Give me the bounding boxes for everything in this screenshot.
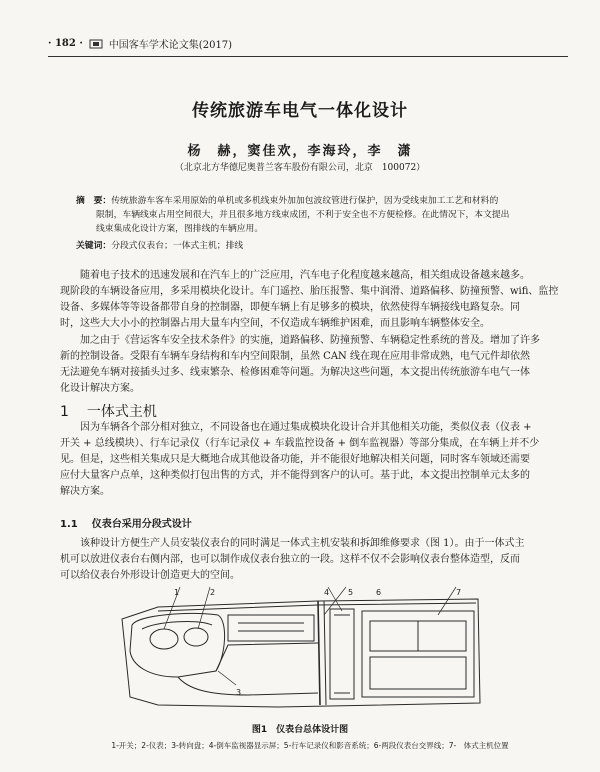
section-title: 一体式主机 bbox=[86, 404, 157, 420]
abstract-line: 传统旅游车客车采用原始的单机或多机线束外加加包波纹管进行保护，因为受线束加工工艺和材料的 bbox=[111, 196, 499, 206]
callout-label: 2 bbox=[210, 588, 216, 597]
text-line: 随着电子技术的迅速发展和在汽车上的广泛应用，汽车电子化程度越来越高，相关组成设备越来越多。 bbox=[60, 270, 530, 281]
journal-title: 中国客车学术论文集(2017) bbox=[108, 40, 233, 51]
subsection-title: 仪表台采用分段式设计 bbox=[91, 519, 192, 530]
callout-label: 4 bbox=[324, 588, 330, 597]
abstract bbox=[76, 194, 546, 236]
keywords-label: 关键词： bbox=[76, 241, 112, 251]
intro-paragraph-2 bbox=[60, 333, 558, 397]
dashboard-top-edge bbox=[158, 603, 476, 611]
text-line: 设备、多媒体等等设备都带自身的控制器，即便车辆上有足够多的模块，依然使得车辆接线电路复杂。同 bbox=[60, 302, 520, 313]
monitor-drawing bbox=[330, 609, 354, 699]
keywords-text: 分段式仪表台；一体式主机；排线 bbox=[111, 241, 244, 251]
text-line: 见。但是，这些相关集成只是大概地合成其他设备功能，并不能很好地解决相关问题，同时客车领域还需要 bbox=[60, 454, 530, 465]
text-line: 开关 + 总线模块）、行车记录仪（行车记录仪 + 车载监控设备 + 倒车监视器）等部分集成，在车辆上并不少 bbox=[60, 438, 540, 449]
section-heading-1 bbox=[60, 401, 157, 421]
paper-title: 传统旅游车电气一体化设计 bbox=[192, 101, 408, 121]
section-1-1-paragraph bbox=[60, 536, 558, 584]
gauge-drawing bbox=[150, 629, 178, 649]
steering-wheel-drawing bbox=[130, 613, 225, 677]
callout-label: 1 bbox=[174, 588, 180, 597]
gauge-drawing bbox=[184, 628, 208, 646]
segment-boundary-line bbox=[318, 601, 320, 705]
text-line: 该种设计方便生产人员安装仪表台的同时满足一体式主机安装和拆卸维修要求（图 1）。由于一体式主 bbox=[60, 538, 525, 549]
figure-legend: 1-开关；2-仪表；3-转向盘；4-倒车监视器显示屏；5-行车记录仪和影音系统；6-两段仪表台交界线；7- 体式主机位置 bbox=[111, 741, 509, 750]
page-number: · 182 · bbox=[48, 38, 83, 49]
section-heading-1-1 bbox=[60, 515, 192, 530]
text-line: 无法避免车辆对接插头过多、线束繁杂、检修困难等问题。为解决这些问题，本文提出传统旅游车电气一体 bbox=[60, 367, 530, 378]
callout-label: 7 bbox=[456, 588, 462, 597]
abstract-line: 线束集成化设计方案，图排线的车辆应用。 bbox=[96, 224, 264, 234]
text-line: 应付大量客户点单，这种类似打包出售的方式，并不能得到客户的认可。基于此，本文提出控制单元太多的 bbox=[60, 470, 530, 481]
section-1-paragraph bbox=[60, 420, 558, 500]
text-line: 化设计解决方案。 bbox=[60, 383, 140, 394]
keywords bbox=[76, 238, 546, 251]
abstract-line: 限制，车辆线束占用空间很大，并且很多地方线束成团，不利于安全也不方便检修。在此情况下，本文提出 bbox=[96, 210, 510, 220]
text-line: 现阶段的车辆设备应用，多采用模块化设计。车门遥控、胎压报警、集中润滑、道路偏移、防撞预警、wifi、监控 bbox=[60, 286, 558, 297]
running-header bbox=[48, 36, 568, 51]
text-line: 加之由于《营运客车安全技术条件》的实施，道路偏移、防撞预警、车辆稳定性系统的普及。增加了许多 bbox=[60, 335, 540, 346]
text-line: 解决方案。 bbox=[60, 486, 110, 497]
journal-logo-icon bbox=[89, 38, 103, 50]
intro-paragraph-1 bbox=[60, 268, 558, 332]
subsection-number: 1.1 bbox=[60, 519, 78, 530]
header-divider bbox=[48, 56, 568, 57]
text-line: 时，这些大大小小的控制器占用大量车内空间，不仅造成车辆维护困难，而且影响车辆整体安全。 bbox=[60, 318, 490, 329]
abstract-label: 摘 要： bbox=[76, 196, 112, 206]
callout-label: 6 bbox=[376, 588, 382, 597]
text-line: 机可以放进仪表台右侧内部，也可以制作成仪表台独立的一段。这样不仅不会影响仪表台整体造型，反而 bbox=[60, 554, 520, 565]
text-line: 新的控制设备。受限有车辆车身结构和车内空间限制，虽然 CAN 线在现在应用非常成熟，电气元件却依然 bbox=[60, 351, 530, 362]
paper-affiliation: （北京北方华德尼奥普兰客车股份有限公司，北京 100072） bbox=[174, 163, 426, 173]
text-line: 因为车辆各个部分相对独立，不同设备也在通过集成模块化设计合并其他相关功能，类似仪表（仪表 + bbox=[60, 422, 532, 433]
callout-label: 5 bbox=[348, 588, 354, 597]
callout-label: 3 bbox=[236, 688, 242, 697]
switch-panel-drawing bbox=[228, 615, 314, 641]
dashboard-figure bbox=[118, 585, 488, 715]
figure-caption: 图1 仪表台总体设计图 bbox=[251, 725, 349, 735]
text-line: 可以给仪表台外形设计创造更大的空间。 bbox=[60, 570, 240, 581]
paper-authors: 杨 赫，窦佳欢，李海玲，李 潇 bbox=[187, 144, 413, 159]
section-number: 1 bbox=[60, 404, 69, 420]
